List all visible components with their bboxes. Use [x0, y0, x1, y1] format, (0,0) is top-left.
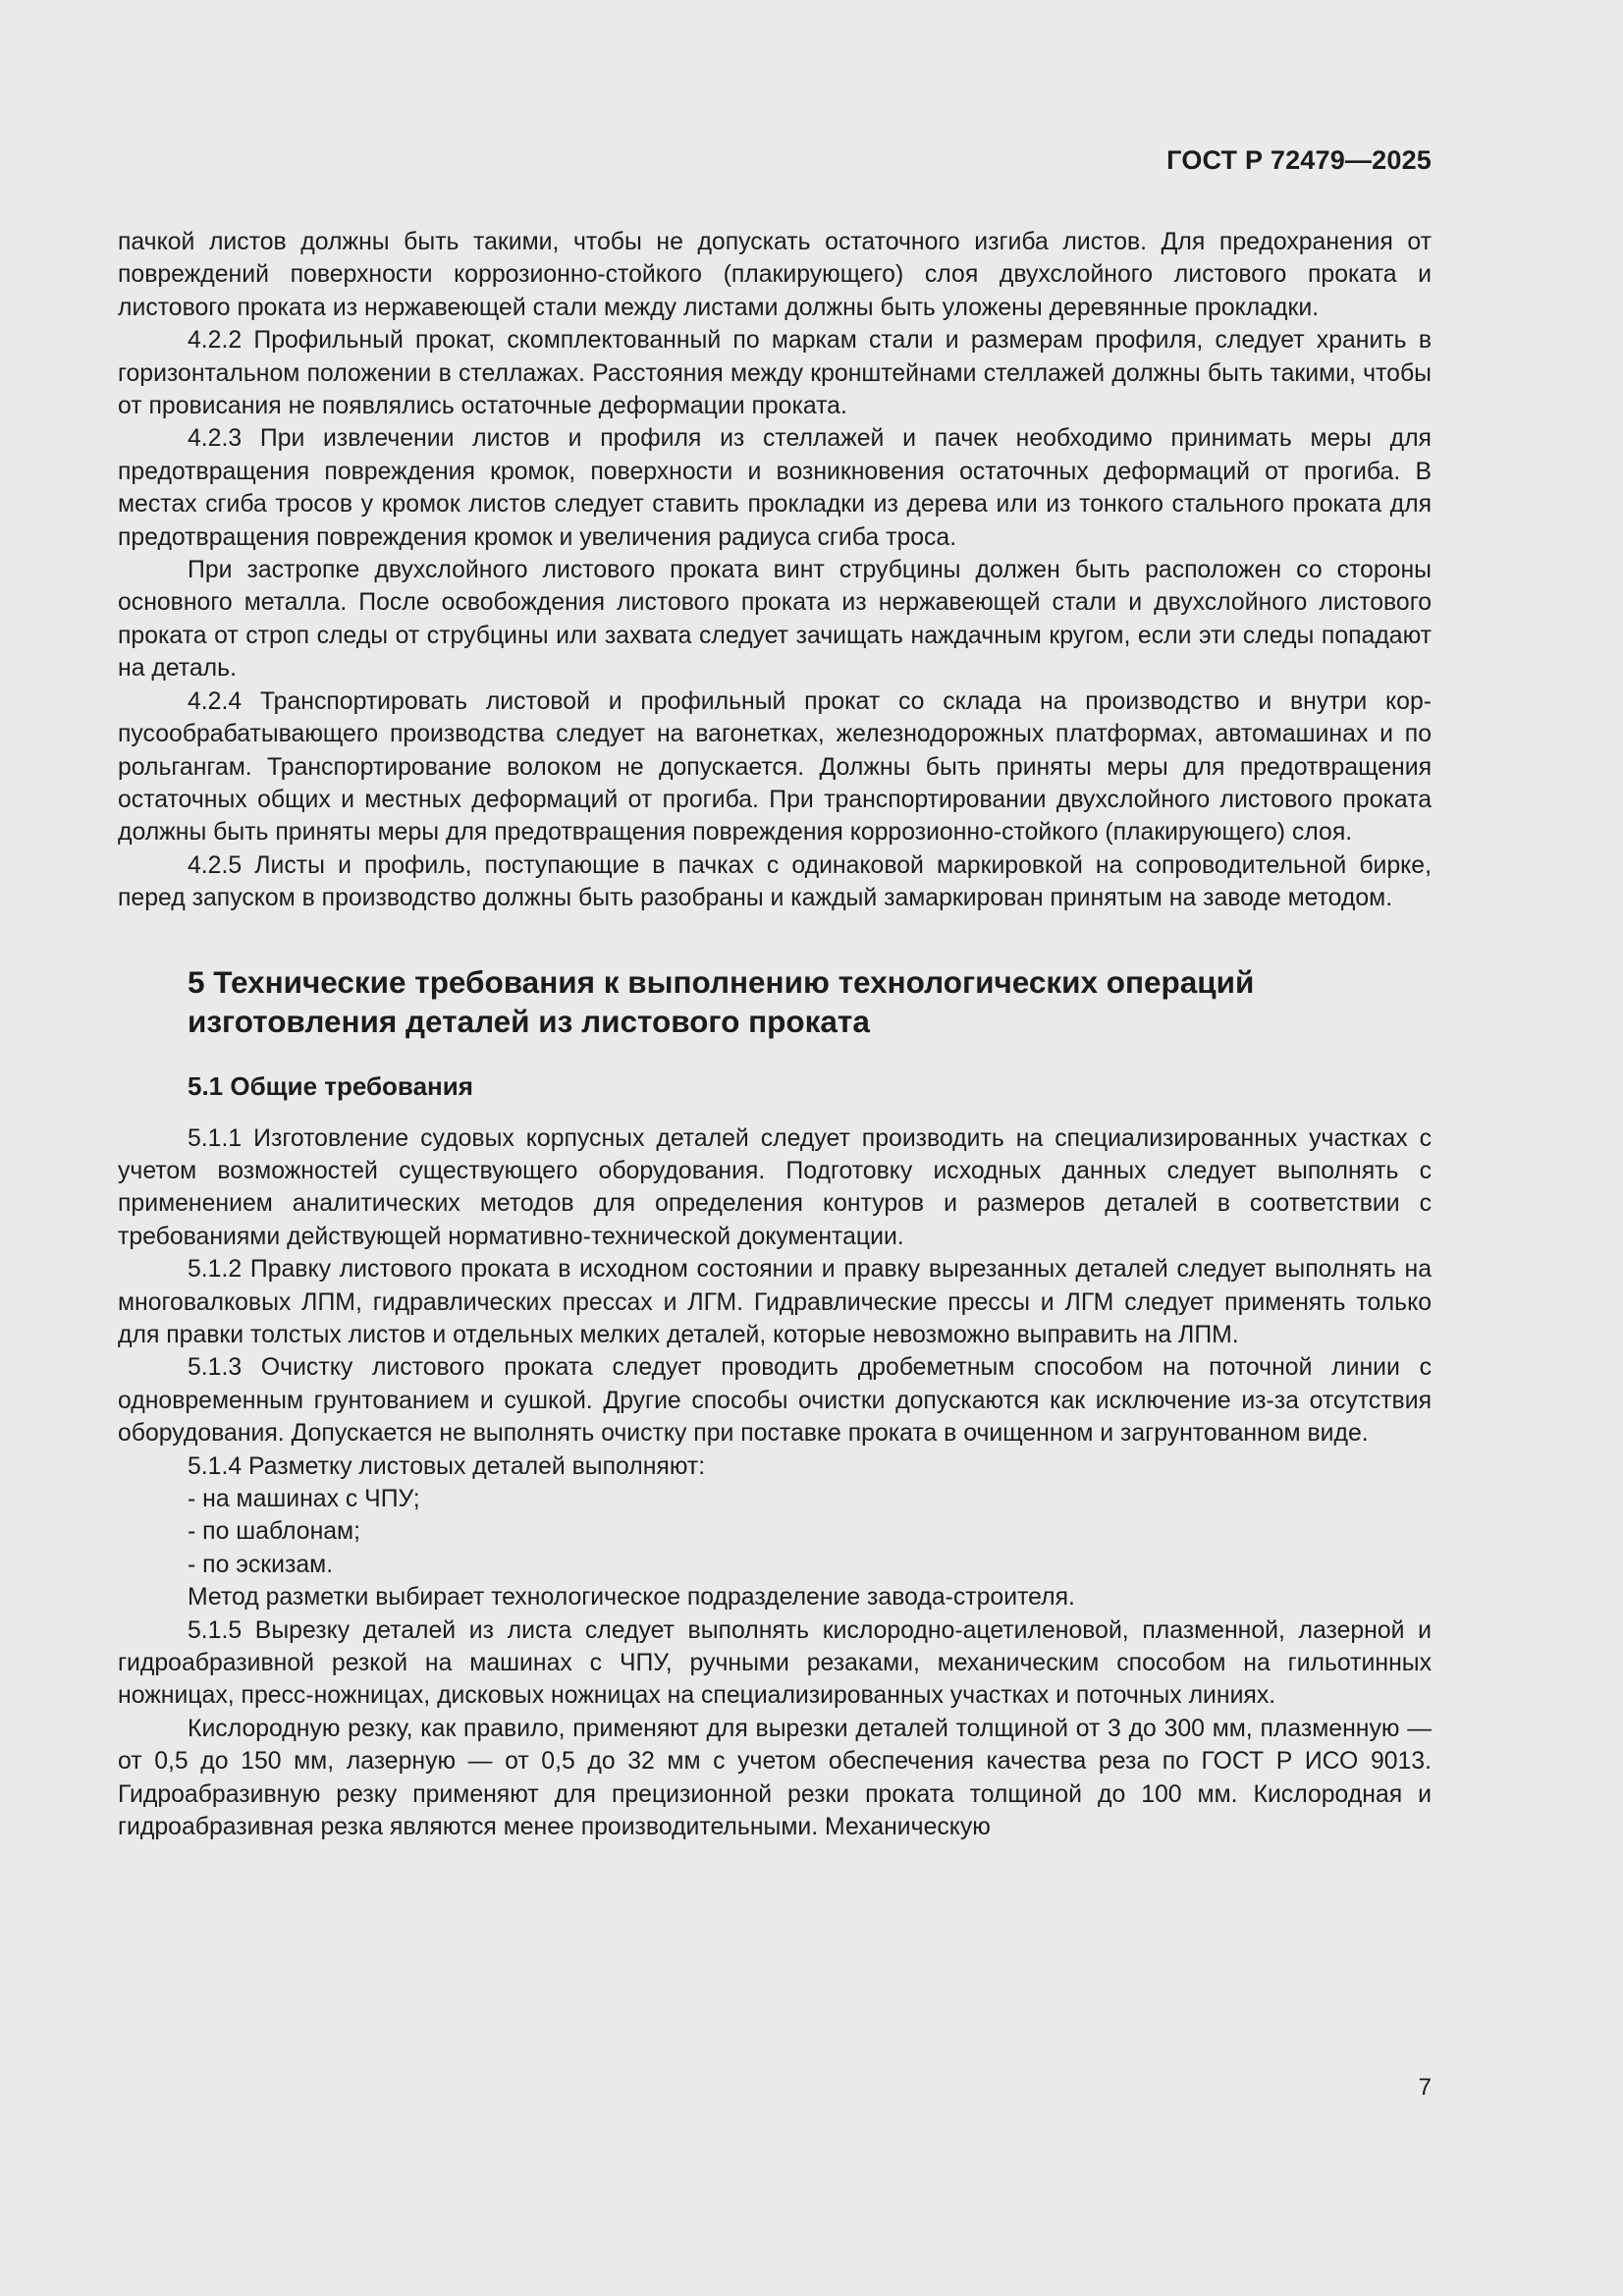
paragraph-4-2-2: 4.2.2 Профильный прокат, скомплектованный по маркам стали и размерам профиля, следует хранить в горизонтальном положении в стеллажах. Расстояния между кронштейнами стеллажей должны быть такими, чтобы от провисания не появлялись остаточные деформации проката.	[118, 327, 1432, 420]
paragraph-5-1-1: 5.1.1 Изготовление судовых корпусных деталей следует производить на специализированных участках с учетом возможностей существующего оборудования. Подготовку исходных данных следует выполнять с применением аналитических методов для определения контуров и размеров деталей в соответствии с требованиями действующей нормативно-технической документации.	[118, 1124, 1432, 1250]
paragraph-5-1-2: 5.1.2 Правку листового проката в исходном состоянии и правку вырезанных деталей следует выполнять на многовалковых ЛПМ, гидравлических прессах и ЛГМ. Гидравлические прессы и ЛГМ следует применять только для правки толстых листов и отдельных мелких деталей, которые невозможно выправить на ЛПМ.	[118, 1256, 1432, 1348]
paragraph-5-1-5-cutting: Кислородную резку, как правило, применяют для вырезки деталей толщиной от 3 до 300 мм, плазменную — от 0,5 до 150 мм, лазерную — от 0,5 до 32 мм с учетом обеспечения качества реза по ГОСТ Р ИСО 9013. Гидроабразивную резку применяют для прецизионной резки проката толщиной до 100 мм. Кислородная и гидроабразивная резка являются менее производительными. Механическую	[118, 1715, 1432, 1841]
paragraph-continuation: пачкой листов должны быть такими, чтобы не допускать остаточного изгиба листов. Для предохранения от повреждений поверхности коррозионно-стойкого (плакирующего) слоя двухслойного листового проката и листового проката из нержавеющей стали между листами должны быть уложены деревянные прокладки.	[118, 229, 1432, 321]
paragraph-4-2-3-continued: При застропке двухслойного листового проката винт струбцины должен быть расположен со стороны основного металла. После освобождения листового проката из нержавеющей стали и двухслойного листового проката от строп следы от струбцины или захвата следует зачищать наждачным кругом, если эти следы попадают на деталь.	[118, 557, 1432, 683]
marking-methods-list	[118, 1483, 1432, 1581]
paragraph-4-2-5: 4.2.5 Листы и профиль, поступающие в пачках с одинаковой маркировкой на сопроводительной бирке, перед запуском в производство должны быть разобраны и каждый замаркирован принятым на заводе методом.	[118, 851, 1432, 912]
list-item: - по эскизам.	[188, 1551, 334, 1578]
list-item: - по шаблонам;	[188, 1518, 360, 1546]
paragraph-4-2-4: 4.2.4 Транспортировать листовой и профильный прокат со склада на производство и внутри корпусообрабатывающего производства следует на вагонетках, железнодорожных платформах, автомашинах и по рольгангам. Транспортирование волоком не допускается. Должны быть приняты меры для предотвращения остаточных общих и местных деформаций от прогиба. При транспортировании двухслойного листового проката должны быть приняты меры для предотвращения повреждения коррозионно-стойкого (плакирующего) слоя.	[118, 687, 1432, 847]
paragraph-4-2-3: 4.2.3 При извлечении листов и профиля из стеллажей и пачек необходимо принимать меры для предотвращения повреждения кромок, поверхности и возникновения остаточных деформаций от прогиба. В местах сгиба тросов у кромок листов следует ставить прокладки из дерева или из тонкого стального проката для предотвращения повреждения кромок и увеличения радиуса сгиба троса.	[118, 425, 1432, 551]
paragraph-5-1-5: 5.1.5 Вырезку деталей из листа следует выполнять кислородно-ацетиленовой, плазменной, лазерной и гидроабразивной резкой на машинах с ЧПУ, ручными резаками, механическим способом на гильотинных ножницах, пресс-ножницах, дисковых ножницах на специализированных участках и поточных линиях.	[118, 1616, 1432, 1710]
paragraph-5-1-3: 5.1.3 Очистку листового проката следует проводить дробеметным способом на поточной линии с одновременным грунтованием и сушкой. Другие способы очистки допускаются как исключение из-за отсутствия оборудования. Допускается не выполнять очистку при поставке проката в очищенном и загрунтованном виде.	[118, 1354, 1432, 1448]
paragraph-5-1-4: 5.1.4 Разметку листовых деталей выполняют:	[188, 1452, 706, 1480]
list-item: - на машинах с ЧПУ;	[188, 1486, 420, 1512]
document-body	[118, 226, 1432, 1843]
section-5-title-line-1: 5 Технические требования к выполнению технологических операций	[188, 963, 1255, 1000]
section-5-1-title: 5.1 Общие требования	[188, 1070, 473, 1101]
document-code: ГОСТ Р 72479—2025	[1166, 145, 1432, 175]
page-number: 7	[1418, 2074, 1432, 2101]
section-5-title-line-2: изготовления деталей из листового проката	[188, 1003, 870, 1039]
section-5-title	[188, 962, 1432, 1041]
paragraph-5-1-4-method: Метод разметки выбирает технологическое подразделение завода-строителя.	[188, 1584, 1075, 1612]
